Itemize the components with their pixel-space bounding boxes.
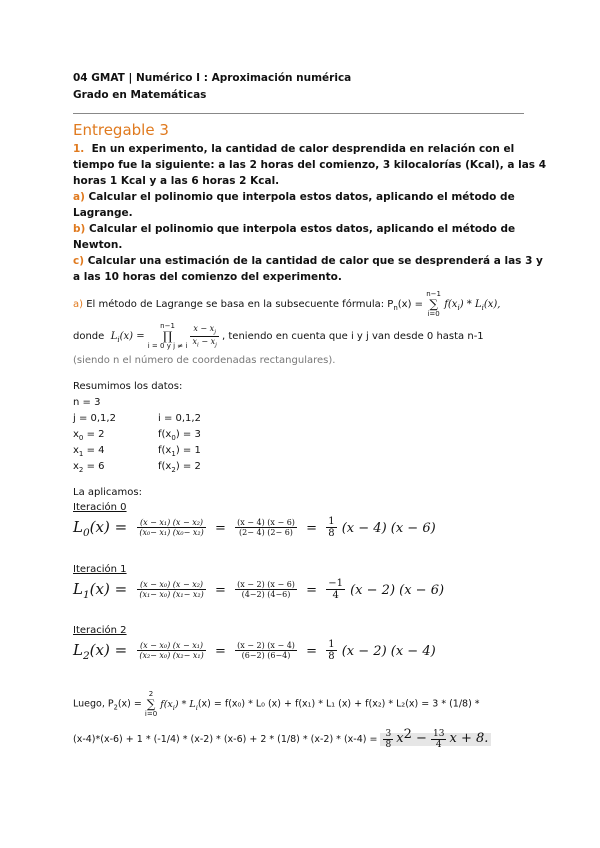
iteration-0-label: Iteración 0 [73,502,127,513]
summary-x2: $x_2 = 6$ [73,461,105,474]
problem-c-line-2: a las 10 horas del comienzo del experimento. [73,271,342,283]
problem-line-3: horas 1 Kcal y a las 6 horas 2 Kcal. [73,175,280,187]
apply-title: La aplicamos: [73,487,142,498]
summary-title: Resumimos los datos: [73,381,183,392]
iteration-0-equation: $L_0(x)$ = $\frac{\text{(x − x₁) (x − x₂)}}{\text{(x₀− x₁) (x₀− x₂)}}$ = $\frac{(x - 4) (x - 6)}{(2- 4) (2- 6)}$ = $\frac{1}{8}$ (x − 4) (x − 6) [73,516,436,539]
lagrange-product-line: donde $L_i(x)$ = n−1 ∏ i = 0 y j ≠ i $\frac{x - x_j}{x_i - x_j}$ , teniendo en cuenta que i y j van desde 0 hasta n-1 [73,322,484,350]
summary-i: i = 0,1,2 [158,413,201,424]
summary-x1: $x_1 = 4$ [73,445,105,458]
summary-j: j = 0,1,2 [73,413,116,424]
problem-number: 1. [73,143,85,155]
summary-fx0: $f(x_0) = 3$ [158,429,201,442]
header-degree: Grado en Matemáticas [73,89,207,101]
summary-fx1: $f(x_1) = 1$ [158,445,201,458]
section-title: Entregable 3 [73,121,169,139]
iteration-2-label: Iteración 2 [73,625,127,636]
problem-line-2: tiempo fue la siguiente: a las 2 horas del comienzo, 3 kilocalorías (Kcal), a las 4 [73,159,547,171]
lagrange-formula-line: a) El método de Lagrange se basa en la subsecuente fórmula: $P_n(x)$ = n−1 ∑ i=0 $f(x_i) * L_i(x)$, [73,290,501,318]
product-operator: n−1 ∏ i = 0 y j ≠ i [147,322,188,350]
problem-c-line-1: c) Calcular una estimación de la cantidad de calor que se desprenderá a las 3 y [73,255,543,267]
conclusion-line-1: Luego, $P_2(x)$ = 2 ∑ i=0 $f(x_i) * L_i(x) = f(x_0) * L_0$ (x) + f(x₁) * L₁ (x) + f(x₂) * L₂(x) = 3 * (1/8) * [73,690,480,718]
summary-fx2: $f(x_2) = 2$ [158,461,201,474]
conclusion-line-2: (x-4)*(x-6) + 1 * (-1/4) * (x-2) * (x-6) + 2 * (1/8) * (x-2) * (x-4) = $\frac{3}{8}$ $x^2$ − $\frac{13}{4}$ x + 8. [73,727,491,750]
header-course: 04 GMAT | Numérico I : Aproximación numérica [73,72,352,84]
sum-operator: n−1 ∑ i=0 [426,290,441,318]
problem-b-line-1: b) Calcular el polinomio que interpola estos datos, aplicando el método de [73,223,516,235]
problem-a-line-1: a) Calcular el polinomio que interpola estos datos, aplicando el método de [73,191,515,203]
conclusion-sum-operator: 2 ∑ i=0 [144,690,158,718]
summary-x0: $x_0 = 2$ [73,429,105,442]
header-divider [73,113,524,114]
final-polynomial: $\frac{3}{8}$ $x^2$ − $\frac{13}{4}$ x + 8. [380,733,491,746]
problem-line-1: 1. En un experimento, la cantidad de calor desprendida en relación con el [73,143,515,155]
iteration-1-equation: $L_1(x)$ = $\frac{\text{(x − x₀) (x − x₂)}}{\text{(x₁− x₀) (x₁− x₂)}}$ = $\frac{(x - 2) (x - 6)}{(4-2) (4-6)}$ = $\frac{-1}{4}$ (x − 2) (x − 6) [73,578,445,601]
note-coordinates: (siendo n el número de coordenadas rectangulares). [73,355,336,366]
iteration-1-label: Iteración 1 [73,564,127,575]
product-fraction: $\frac{x - x_j}{x_i - x_j}$ [192,323,217,349]
problem-a-line-2: Lagrange. [73,207,133,219]
problem-b-line-2: Newton. [73,239,123,251]
iteration-2-equation: $L_2(x)$ = $\frac{\text{(x − x₀) (x − x₁)}}{\text{(x₂− x₀) (x₂− x₁)}}$ = $\frac{(x - 2) (x - 4)}{(6-2) (6-4)}$ = $\frac{1}{8}$ (x − 2) (x − 4) [73,639,436,662]
summary-n: n = 3 [73,397,101,408]
